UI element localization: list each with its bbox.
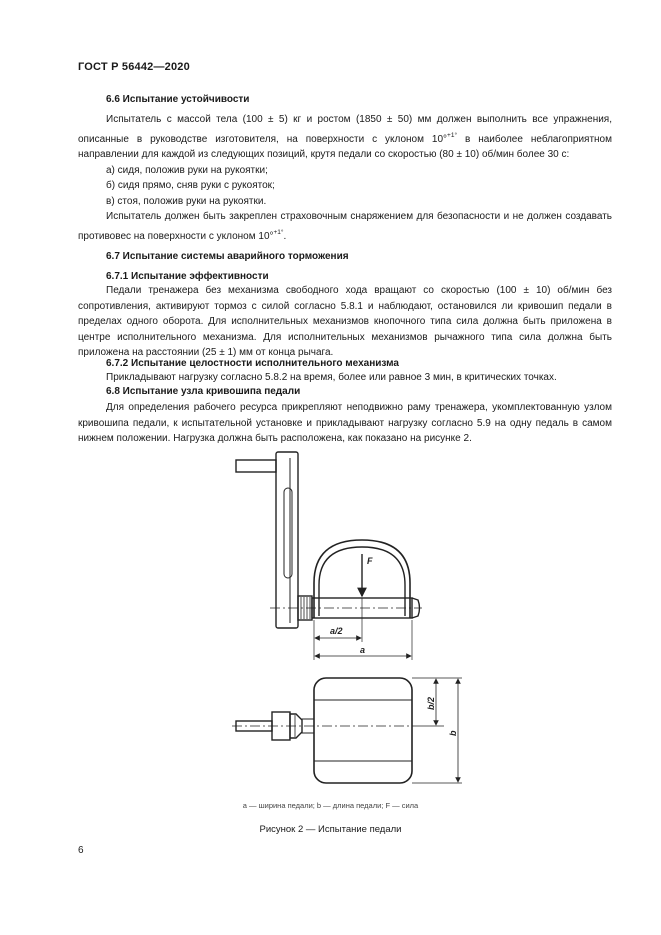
label-force: F xyxy=(367,556,373,566)
section-6-8-title: 6.8 Испытание узла кривошипа педали xyxy=(106,386,301,397)
section-6-6-body xyxy=(78,112,612,244)
paragraph: Испытатель с массой тела (100 ± 5) кг и ростом (1850 ± 50) мм должен выполнить все упражнения, описанные в руководстве изготовителя, на поверхности с уклоном 10°$^{+1^\circ}$ в наиболее неблагоприятном направлении для каждой из следующих позиций, крутя педали со скоростью (80 ± 10) об/мин более 30 с: xyxy=(78,114,612,160)
figure-legend: a — ширина педали; b — длина педали; F — сила xyxy=(242,801,419,810)
label-a: a xyxy=(360,645,366,655)
figure-caption: Рисунок 2 — Испытание педали xyxy=(259,824,402,835)
label-b-half: b/2 xyxy=(426,696,436,710)
crank-spindle xyxy=(236,460,276,472)
label-b: b xyxy=(448,730,458,736)
document-header: ГОСТ Р 56442—2020 xyxy=(78,61,190,73)
pedal-top-outline xyxy=(314,678,412,783)
list-item: б) сидя прямо, сняв руки с рукояток; xyxy=(106,180,275,191)
list-item: а) сидя, положив руки на рукоятки; xyxy=(106,164,268,176)
section-6-7-title: 6.7 Испытание системы аварийного торможения xyxy=(106,251,349,262)
section-6-8-body xyxy=(78,400,612,447)
label-a-half: a/2 xyxy=(330,626,343,636)
paragraph: Прикладывают нагрузку согласно 5.8.2 на время, более или равное 3 мин, в критических точках. xyxy=(106,372,557,383)
section-6-7-1-title: 6.7.1 Испытание эффективности xyxy=(106,271,269,282)
paragraph: Испытатель должен быть закреплен страховочным снаряжением для безопасности и не должен создавать противовес на поверхности с уклоном 10°$^{+1^\circ}$. xyxy=(78,211,612,242)
section-6-7-2-title: 6.7.2 Испытание целостности исполнительного механизма xyxy=(106,358,399,369)
section-6-7-1-body xyxy=(78,283,612,361)
paragraph: Для определения рабочего ресурса прикрепляют неподвижно раму тренажера, укомплектованную узлом кривошипа педали, к испытательной установке и прикладывают нагрузку согласно 5.9 на одну педаль в самом нижнем положении. Нагрузка должна быть расположена, как показано на рисунке 2. xyxy=(78,402,612,444)
section-6-6-title: 6.6 Испытание устойчивости xyxy=(106,94,250,105)
page-number: 6 xyxy=(78,845,84,856)
paragraph: Педали тренажера без механизма свободного хода вращают со скоростью (100 ± 10) об/мин без сопротивления, активируют тормоз с силой согласно 5.8.1 и наблюдают, остановился ли кривошип педали в пределах одного оборота. Для исполнительных механизмов кнопочного типа сила должна быть приложена в центре исполнительного механизма. Для исполнительных механизмов рычажного типа сила должна быть приложена на расстоянии (25 ± 1) мм от конца рычага. xyxy=(78,285,612,358)
pedal-test-figure xyxy=(222,448,472,793)
crank-arm xyxy=(276,452,298,628)
list-item: в) стоя, положив руки на рукоятки. xyxy=(106,195,267,207)
